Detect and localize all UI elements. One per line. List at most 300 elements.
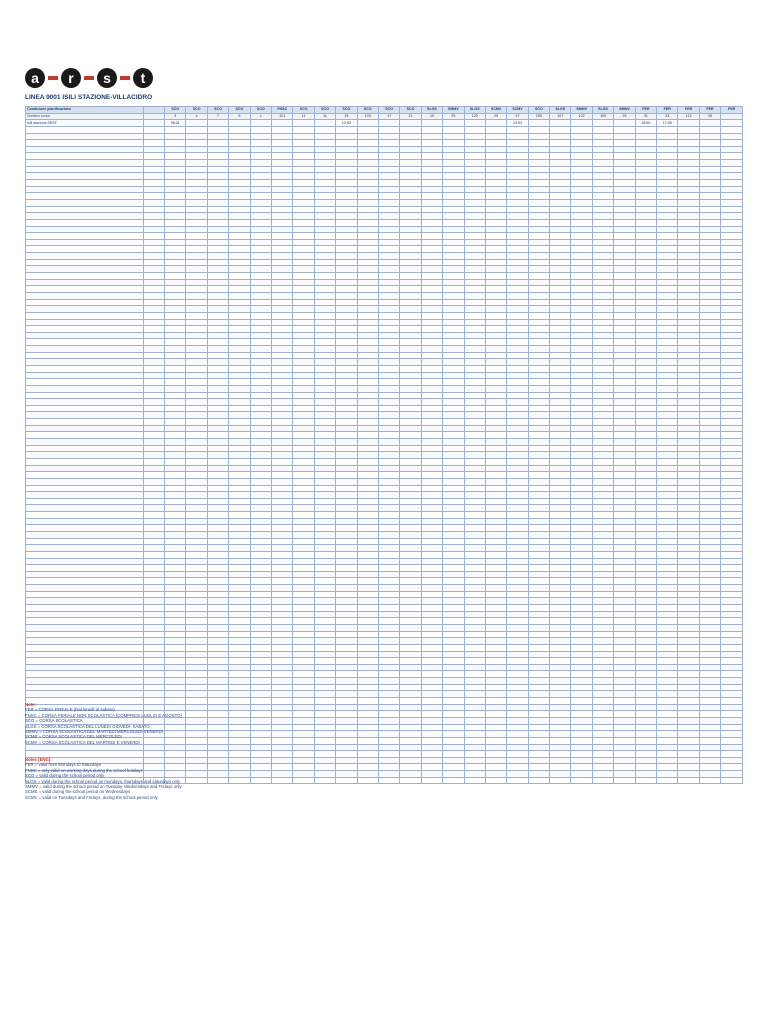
departure-time: [421, 492, 442, 499]
departure-time: [507, 246, 528, 253]
trip-number: 15: [336, 113, 357, 120]
departure-time: [250, 605, 271, 612]
departure-time: [614, 518, 635, 525]
departure-time: [186, 412, 207, 419]
stop-row: [26, 671, 743, 678]
departure-time: [485, 691, 506, 698]
departure-time: [443, 445, 464, 452]
departure-time: [293, 618, 314, 625]
departure-time: [614, 644, 635, 651]
departure-time: [421, 312, 442, 319]
departure-time: [550, 618, 571, 625]
departure-time: [314, 525, 335, 532]
departure-time: [314, 286, 335, 293]
departure-time: [357, 744, 378, 751]
departure-time: [336, 532, 357, 539]
departure-time: [635, 286, 656, 293]
departure-time: [186, 518, 207, 525]
departure-time: [186, 126, 207, 133]
departure-time: [165, 478, 186, 485]
departure-time: [272, 199, 293, 206]
departure-time: [657, 525, 678, 532]
departure-time: [464, 392, 485, 399]
stop-name: [26, 439, 144, 446]
departure-time: [614, 365, 635, 372]
departure-time: [528, 306, 549, 313]
departure-time: [443, 585, 464, 592]
departure-time: [165, 425, 186, 432]
departure-time: [614, 525, 635, 532]
departure-time: [550, 319, 571, 326]
departure-time: [229, 704, 250, 711]
departure-time: [229, 219, 250, 226]
departure-time: [314, 731, 335, 738]
departure-time: [336, 551, 357, 558]
departure-time: [614, 419, 635, 426]
departure-time: [699, 439, 720, 446]
departure-time: [250, 286, 271, 293]
departure-time: [699, 611, 720, 618]
departure-time: [186, 326, 207, 333]
departure-time: [272, 498, 293, 505]
departure-time: [721, 744, 743, 751]
departure-time: [528, 339, 549, 346]
departure-time: [186, 213, 207, 220]
departure-time: [186, 432, 207, 439]
departure-time: [528, 585, 549, 592]
departure-time: [250, 691, 271, 698]
departure-time: [165, 558, 186, 565]
departure-time: [207, 173, 228, 180]
departure-time: [165, 153, 186, 160]
stop-flag: [144, 239, 165, 246]
departure-time: [229, 638, 250, 645]
departure-time: [507, 591, 528, 598]
departure-time: [721, 638, 743, 645]
departure-time: [378, 445, 399, 452]
departure-time: [571, 551, 592, 558]
departure-time: [250, 432, 271, 439]
departure-time: [571, 525, 592, 532]
departure-time: [272, 326, 293, 333]
departure-time: [165, 279, 186, 286]
departure-time: [657, 332, 678, 339]
departure-time: [357, 445, 378, 452]
departure-time: [721, 146, 743, 153]
departure-time: [571, 724, 592, 731]
departure-time: [272, 717, 293, 724]
departure-time: [421, 239, 442, 246]
departure-time: [699, 299, 720, 306]
departure-time: [507, 326, 528, 333]
departure-time: [657, 465, 678, 472]
departure-time: [464, 605, 485, 612]
departure-time: [657, 678, 678, 685]
stop-name: [26, 571, 144, 578]
departure-time: [272, 671, 293, 678]
departure-time: [250, 664, 271, 671]
departure-time: [571, 698, 592, 705]
departure-time: [699, 664, 720, 671]
departure-time: [657, 664, 678, 671]
departure-time: [272, 405, 293, 412]
departure-time: [229, 173, 250, 180]
departure-time: [592, 644, 613, 651]
departure-time: [464, 339, 485, 346]
departure-time: [528, 379, 549, 386]
departure-time: [507, 312, 528, 319]
departure-time: [635, 485, 656, 492]
departure-time: [165, 545, 186, 552]
departure-time: [571, 405, 592, 412]
departure-time: [293, 206, 314, 213]
departure-time: [485, 658, 506, 665]
stop-row: [26, 405, 743, 412]
departure-time: [293, 312, 314, 319]
departure-time: [721, 578, 743, 585]
departure-time: [485, 591, 506, 598]
departure-time: [721, 425, 743, 432]
departure-time: [293, 485, 314, 492]
departure-time: [721, 180, 743, 187]
departure-time: [357, 618, 378, 625]
departure-time: [592, 239, 613, 246]
departure-time: [614, 478, 635, 485]
departure-time: [592, 180, 613, 187]
departure-time: [207, 664, 228, 671]
departure-time: [378, 591, 399, 598]
stop-flag: [144, 153, 165, 160]
departure-time: [528, 465, 549, 472]
departure-time: [336, 279, 357, 286]
departure-time: [336, 565, 357, 572]
departure-time: [229, 385, 250, 392]
legend-line: SMMV = valid during the school period on Tuesday, Wednesdays and Fridays only: [25, 784, 182, 790]
departure-time: [378, 173, 399, 180]
departure-time: [314, 472, 335, 479]
departure-time: [571, 425, 592, 432]
departure-time: [699, 253, 720, 260]
departure-time: [250, 266, 271, 273]
departure-time: [272, 399, 293, 406]
departure-time: [550, 764, 571, 771]
departure-time: [336, 140, 357, 147]
departure-time: [250, 352, 271, 359]
departure-time: [336, 717, 357, 724]
stop-row: [26, 286, 743, 293]
departure-time: [571, 286, 592, 293]
departure-time: [507, 764, 528, 771]
departure-time: [678, 359, 699, 366]
stop-flag: [144, 651, 165, 658]
departure-time: [614, 545, 635, 552]
departure-time: [314, 432, 335, 439]
departure-time: [378, 624, 399, 631]
departure-time: [550, 160, 571, 167]
departure-time: [635, 551, 656, 558]
stop-name: [26, 638, 144, 645]
departure-time: [657, 246, 678, 253]
departure-time: [293, 233, 314, 240]
departure-time: [614, 193, 635, 200]
departure-time: [165, 551, 186, 558]
departure-time: [272, 233, 293, 240]
departure-time: [507, 465, 528, 472]
stop-flag: [144, 193, 165, 200]
departure-time: [571, 193, 592, 200]
departure-time: [272, 525, 293, 532]
departure-time: [443, 299, 464, 306]
departure-time: [635, 432, 656, 439]
departure-time: [165, 312, 186, 319]
departure-time: [229, 419, 250, 426]
departure-time: [443, 472, 464, 479]
departure-time: [378, 618, 399, 625]
stop-flag: [144, 299, 165, 306]
departure-time: [614, 777, 635, 784]
departure-time: [272, 478, 293, 485]
departure-time: [378, 585, 399, 592]
departure-time: [678, 445, 699, 452]
departure-time: [443, 213, 464, 220]
departure-time: [272, 312, 293, 319]
condition-label: Condizione pianificazione: [26, 107, 144, 114]
departure-time: [293, 120, 314, 127]
departure-time: [272, 432, 293, 439]
departure-time: [293, 777, 314, 784]
departure-time: [699, 518, 720, 525]
departure-time: [421, 631, 442, 638]
departure-time: [485, 193, 506, 200]
departure-time: [378, 419, 399, 426]
departure-time: [528, 731, 549, 738]
departure-time: [165, 186, 186, 193]
departure-time: [293, 405, 314, 412]
departure-time: [229, 551, 250, 558]
departure-time: [550, 180, 571, 187]
stop-flag: [144, 664, 165, 671]
departure-time: [421, 399, 442, 406]
legend-title: Notes (ENG):: [25, 757, 52, 762]
departure-time: [464, 538, 485, 545]
departure-time: [571, 326, 592, 333]
stop-name: [26, 253, 144, 260]
departure-time: [336, 233, 357, 240]
departure-time: [721, 618, 743, 625]
departure-time: [699, 326, 720, 333]
departure-time: [635, 764, 656, 771]
stop-row: [26, 472, 743, 479]
departure-time: [165, 299, 186, 306]
departure-time: [250, 186, 271, 193]
departure-time: [485, 585, 506, 592]
departure-time: [314, 133, 335, 140]
departure-time: [443, 126, 464, 133]
departure-time: [421, 246, 442, 253]
departure-time: [378, 452, 399, 459]
departure-time: [336, 186, 357, 193]
departure-time: [507, 425, 528, 432]
stop-flag: [144, 532, 165, 539]
departure-time: [550, 359, 571, 366]
departure-time: [678, 419, 699, 426]
departure-time: [165, 126, 186, 133]
departure-time: [635, 279, 656, 286]
departure-time: [314, 744, 335, 751]
departure-time: [165, 146, 186, 153]
departure-time: [464, 558, 485, 565]
departure-time: [721, 332, 743, 339]
departure-time: [614, 565, 635, 572]
departure-time: [678, 525, 699, 532]
departure-time: [550, 558, 571, 565]
stop-row: [26, 684, 743, 691]
departure-time: [507, 538, 528, 545]
stop-row: [26, 458, 743, 465]
departure-time: [528, 678, 549, 685]
departure-time: [165, 332, 186, 339]
departure-time: [357, 326, 378, 333]
condition-code: SMMV: [443, 107, 464, 114]
departure-time: [229, 206, 250, 213]
departure-time: [592, 737, 613, 744]
departure-time: [207, 385, 228, 392]
departure-time: [272, 259, 293, 266]
departure-time: [571, 239, 592, 246]
departure-time: [443, 372, 464, 379]
departure-time: [421, 624, 442, 631]
departure-time: [272, 153, 293, 160]
departure-time: [699, 206, 720, 213]
departure-time: [186, 385, 207, 392]
departure-time: [592, 312, 613, 319]
stop-flag: [144, 518, 165, 525]
departure-time: [357, 764, 378, 771]
departure-time: [165, 365, 186, 372]
departure-time: [272, 306, 293, 313]
departure-time: [721, 419, 743, 426]
departure-time: [336, 432, 357, 439]
stop-flag: [144, 512, 165, 519]
departure-time: [592, 365, 613, 372]
departure-time: [421, 219, 442, 226]
stop-row: [26, 425, 743, 432]
departure-time: [614, 213, 635, 220]
departure-time: [678, 498, 699, 505]
departure-time: [485, 704, 506, 711]
departure-time: [592, 624, 613, 631]
departure-time: [336, 239, 357, 246]
departure-time: [250, 292, 271, 299]
departure-time: [528, 691, 549, 698]
departure-time: [678, 405, 699, 412]
departure-time: [229, 146, 250, 153]
stop-name: [26, 624, 144, 631]
departure-time: [507, 166, 528, 173]
departure-time: [250, 578, 271, 585]
departure-time: [464, 771, 485, 778]
departure-time: [314, 346, 335, 353]
departure-time: [571, 691, 592, 698]
departure-time: [186, 644, 207, 651]
departure-time: [314, 651, 335, 658]
departure-time: [186, 312, 207, 319]
stop-name: [26, 219, 144, 226]
stop-row: [26, 631, 743, 638]
departure-time: [336, 445, 357, 452]
departure-time: [485, 485, 506, 492]
departure-time: [699, 286, 720, 293]
departure-time: [678, 133, 699, 140]
departure-time: [421, 565, 442, 572]
departure-time: [592, 359, 613, 366]
departure-time: [378, 133, 399, 140]
departure-time: [721, 253, 743, 260]
departure-time: [678, 180, 699, 187]
stop-row: [26, 439, 743, 446]
departure-time: [507, 777, 528, 784]
departure-time: [635, 126, 656, 133]
departure-time: [614, 771, 635, 778]
departure-time: [357, 678, 378, 685]
departure-time: [400, 571, 421, 578]
departure-time: [293, 452, 314, 459]
departure-time: [336, 465, 357, 472]
departure-time: [293, 160, 314, 167]
departure-time: [443, 518, 464, 525]
departure-time: [571, 505, 592, 512]
departure-time: [464, 180, 485, 187]
departure-time: [721, 412, 743, 419]
stop-flag: [144, 638, 165, 645]
stop-flag: [144, 160, 165, 167]
departure-time: [571, 266, 592, 273]
departure-time: [250, 571, 271, 578]
departure-time: [550, 751, 571, 758]
departure-time: [550, 532, 571, 539]
stop-flag: [144, 332, 165, 339]
departure-time: [186, 751, 207, 758]
departure-time: [400, 126, 421, 133]
departure-time: [293, 392, 314, 399]
departure-time: [186, 140, 207, 147]
departure-time: [186, 505, 207, 512]
departure-time: [550, 286, 571, 293]
departure-time: [464, 312, 485, 319]
departure-time: [378, 292, 399, 299]
departure-time: [293, 199, 314, 206]
departure-time: [592, 379, 613, 386]
departure-time: [229, 624, 250, 631]
departure-time: [592, 226, 613, 233]
departure-time: [357, 505, 378, 512]
departure-time: [592, 618, 613, 625]
departure-time: [657, 213, 678, 220]
departure-time: [464, 279, 485, 286]
departure-time: [528, 359, 549, 366]
departure-time: [592, 412, 613, 419]
departure-time: [293, 565, 314, 572]
departure-time: [272, 638, 293, 645]
departure-time: [464, 611, 485, 618]
departure-time: [186, 180, 207, 187]
departure-time: [229, 644, 250, 651]
condition-code: SCO: [186, 107, 207, 114]
departure-time: [443, 452, 464, 459]
departure-time: [443, 505, 464, 512]
departure-time: [186, 206, 207, 213]
stop-name: [26, 445, 144, 452]
